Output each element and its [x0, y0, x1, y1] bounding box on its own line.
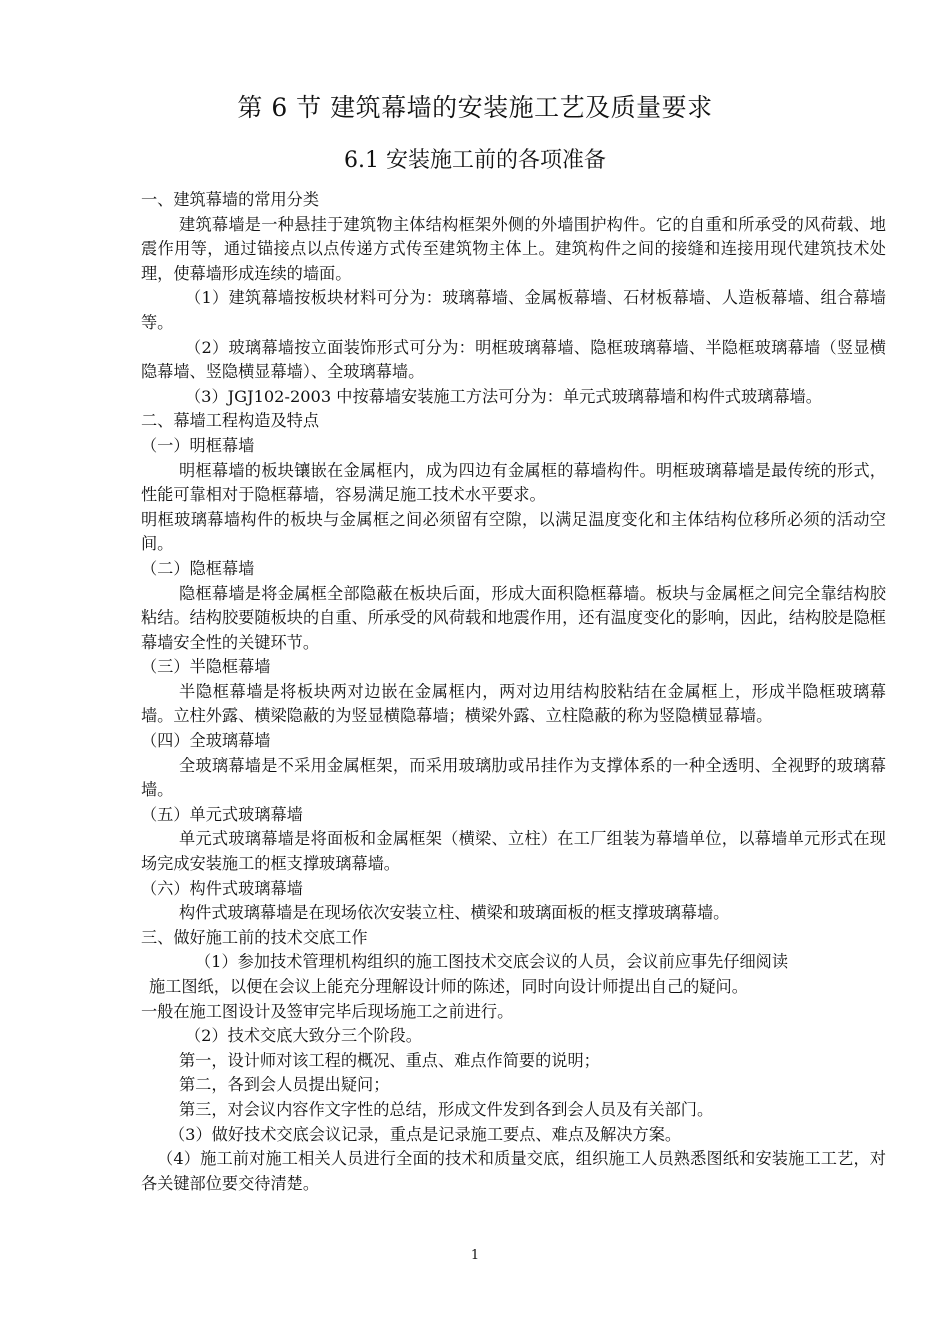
list-item: （1）参加技术管理机构组织的施工图技术交底会议的人员，会议前应事先仔细阅读 — [195, 952, 789, 972]
paragraph: 构件式玻璃幕墙是在现场依次安装立柱、横梁和玻璃面板的框支撑玻璃幕墙。 — [179, 903, 730, 923]
list-item: （1）建筑幕墙按板块材料可分为：玻璃幕墙、金属板幕墙、石材板幕墙、人造板幕墙、组合幕墙等。 — [141, 288, 886, 332]
subheading: （六）构件式玻璃幕墙 — [141, 878, 303, 898]
paragraph: 施工图纸，以便在会议上能充分理解设计师的陈述，同时向设计师提出自己的疑问。 — [149, 977, 748, 996]
subheading: （一）明框幕墙 — [141, 435, 255, 455]
subheading: （三）半隐框幕墙 — [141, 657, 271, 677]
stage-item: 第三，对会议内容作文字性的总结，形成文件发到各到会人员及有关部门。 — [179, 1099, 714, 1119]
section-title: 第 6 节 建筑幕墙的安装施工艺及质量要求 — [237, 93, 713, 122]
heading-2: 二、幕墙工程构造及特点 — [141, 411, 320, 431]
list-item: （2）技术交底大致分三个阶段。 — [185, 1026, 422, 1046]
paragraph: 单元式玻璃幕墙是将面板和金属框架（横梁、立柱）在工厂组装为幕墙单位，以幕墙单元形式在现场完成安装施工的框支撑玻璃幕墙。 — [141, 829, 886, 874]
paragraph: 明框幕墙的板块镶嵌在金属框内，成为四边有金属框的幕墙构件。明框玻璃幕墙是最传统的形式，性能可靠相对于隐框幕墙，容易满足施工技术水平要求。 — [141, 460, 886, 505]
stage-item: 第一，设计师对该工程的概况、重点、难点作简要的说明； — [179, 1050, 600, 1070]
subheading: （二）隐框幕墙 — [141, 558, 255, 578]
body-text — [141, 188, 886, 1196]
paragraph: 隐框幕墙是将金属框全部隐蔽在板块后面，形成大面积隐框幕墙。板块与金属框之间完全靠结构胶粘结。结构胶要随板块的自重、所承受的风荷载和地震作用，还有温度变化的影响，因此，结构胶是隐框幕墙安全性的关键环节。 — [141, 583, 886, 652]
subheading: （四）全玻璃幕墙 — [141, 731, 271, 751]
list-item: （2）玻璃幕墙按立面装饰形式可分为：明框玻璃幕墙、隐框玻璃幕墙、半隐框玻璃幕墙（竖显横隐幕墙、竖隐横显幕墙）、全玻璃幕墙。 — [141, 337, 886, 382]
list-item: （3）JGJ102-2003 中按幕墙安装施工方法可分为：单元式玻璃幕墙和构件式玻璃幕墙。 — [185, 386, 822, 406]
paragraph: 明框玻璃幕墙构件的板块与金属框之间必须留有空隙，以满足温度变化和主体结构位移所必须的活动空间。 — [141, 509, 886, 554]
subheading: （五）单元式玻璃幕墙 — [141, 804, 303, 824]
stage-item: 第二，各到会人员提出疑问； — [179, 1075, 390, 1095]
paragraph: 半隐框幕墙是将板块两对边嵌在金属框内，两对边用结构胶粘结在金属框上，形成半隐框玻璃幕墙。立柱外露、横梁隐蔽的为竖显横隐幕墙；横梁外露、立柱隐蔽的称为竖隐横显幕墙。 — [141, 681, 886, 726]
paragraph: 一般在施工图设计及签审完毕后现场施工之前进行。 — [141, 1001, 514, 1021]
list-item: （3）做好技术交底会议记录，重点是记录施工要点、难点及解决方案。 — [169, 1124, 682, 1144]
heading-3: 三、做好施工前的技术交底工作 — [141, 927, 368, 947]
paragraph: 建筑幕墙是一种悬挂于建筑物主体结构框架外侧的外墙围护构件。它的自重和所承受的风荷载、地震作用等，通过锚接点以点传递方式传至建筑物主体上。建筑构件之间的接缝和连接用现代建筑技术处理，使幕墙形成连续的墙面。 — [141, 214, 886, 283]
page-number: 1 — [470, 1248, 480, 1263]
subsection-title: 6.1 安装施工前的各项准备 — [344, 148, 606, 173]
list-item: （4）施工前对施工相关人员进行全面的技术和质量交底，组织施工人员熟悉图纸和安装施工工艺，对各关键部位要交待清楚。 — [141, 1149, 886, 1193]
paragraph: 全玻璃幕墙是不采用金属框架，而采用玻璃肋或吊挂作为支撑体系的一种全透明、全视野的玻璃幕墙。 — [141, 755, 886, 800]
heading-1: 一、建筑幕墙的常用分类 — [141, 190, 320, 209]
